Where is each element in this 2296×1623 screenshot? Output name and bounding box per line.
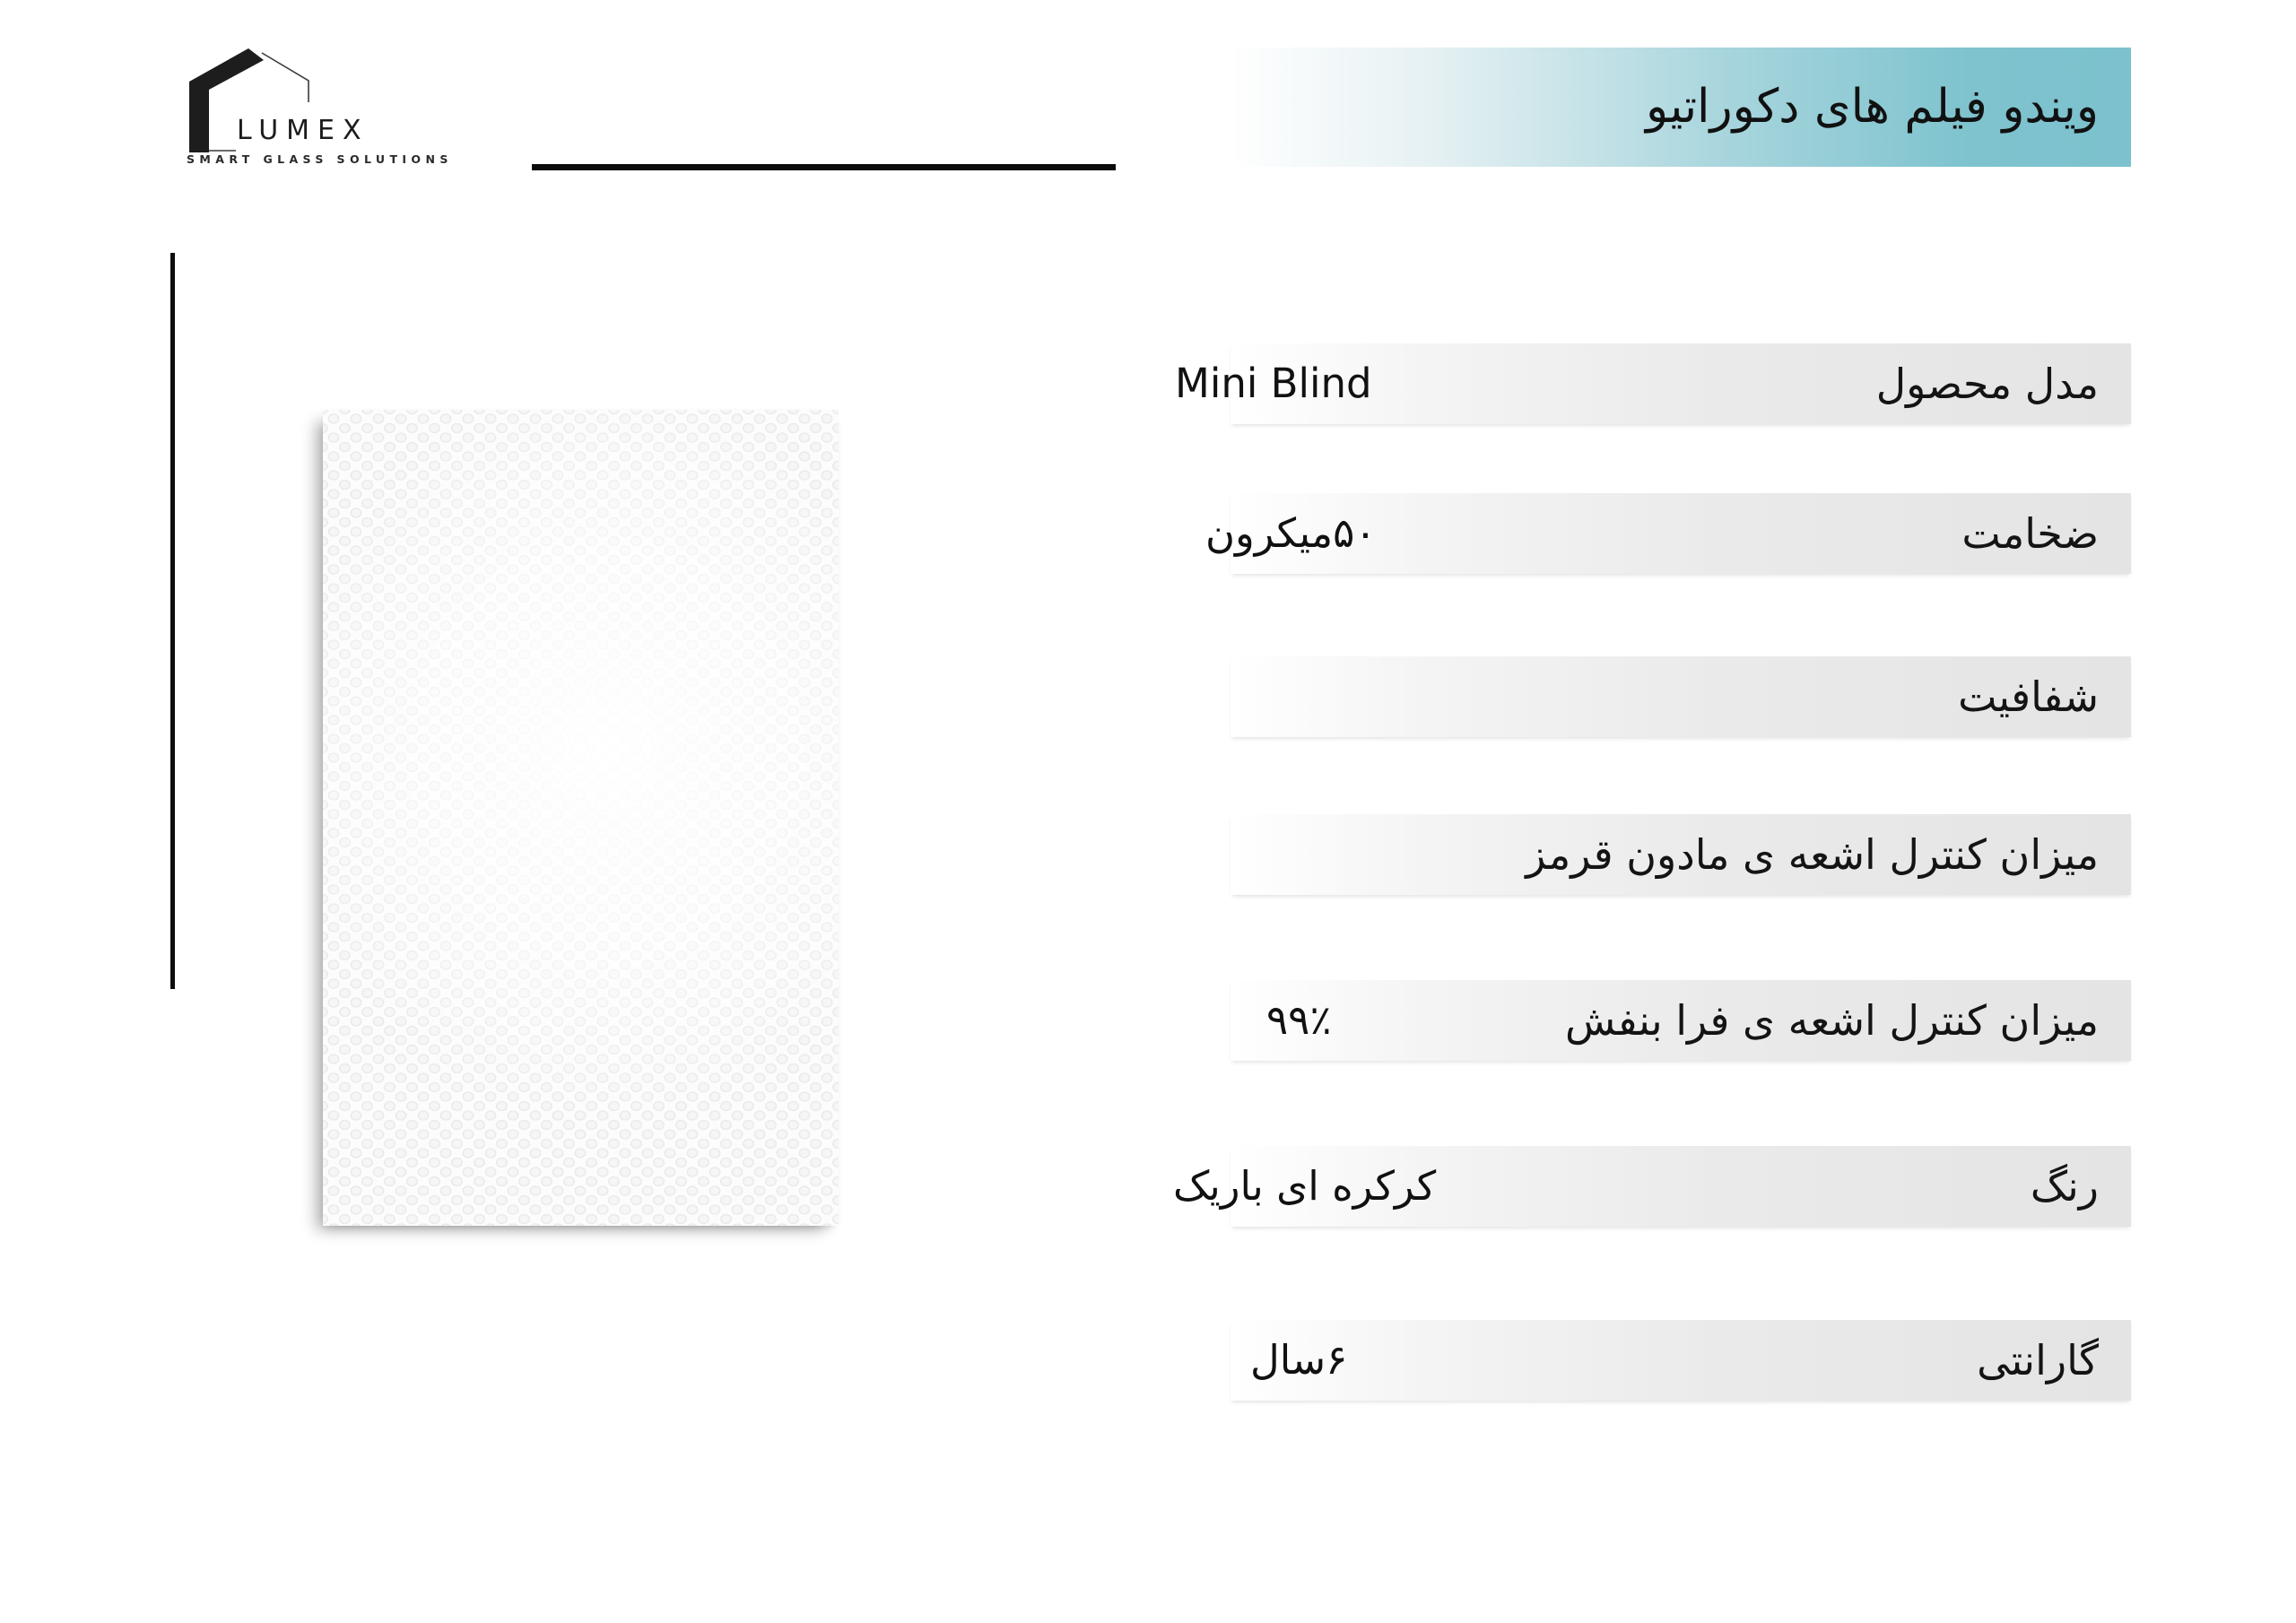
- spec-value: ۶سال: [1250, 1336, 1348, 1384]
- brand-name: LUMEX: [237, 115, 370, 146]
- spec-label: مدل محصول: [1875, 360, 2099, 408]
- spec-value: ۹۹٪: [1266, 996, 1332, 1044]
- brand-tagline: SMART GLASS SOLUTIONS: [187, 152, 453, 166]
- spec-label: شفافیت: [1958, 673, 2099, 721]
- spec-row-ir-control: [1231, 814, 2131, 895]
- spec-value: ۵۰میکرون: [1205, 509, 1377, 557]
- spec-row-color: [1173, 1146, 2131, 1227]
- spec-label: گارانتی: [1977, 1336, 2099, 1384]
- page-title: ویندو فیلم های دکوراتیو: [1646, 80, 2099, 134]
- spec-row-thickness: [1205, 493, 2131, 574]
- spec-row-warranty: [1231, 1320, 2131, 1401]
- spec-row-model: [1175, 343, 2131, 424]
- spec-value: Mini Blind: [1175, 360, 1372, 407]
- spec-label: ضخامت: [1961, 509, 2099, 558]
- spec-row-uv-control: [1231, 980, 2131, 1061]
- spec-label: میزان کنترل اشعه ی مادون قرمز: [1526, 830, 2099, 879]
- spec-value: کرکره ای باریک: [1173, 1162, 1437, 1210]
- spec-label: رنگ: [2030, 1162, 2099, 1211]
- spec-label: میزان کنترل اشعه ی فرا بنفش: [1565, 996, 2099, 1045]
- spec-row-transparency: [1231, 656, 2131, 737]
